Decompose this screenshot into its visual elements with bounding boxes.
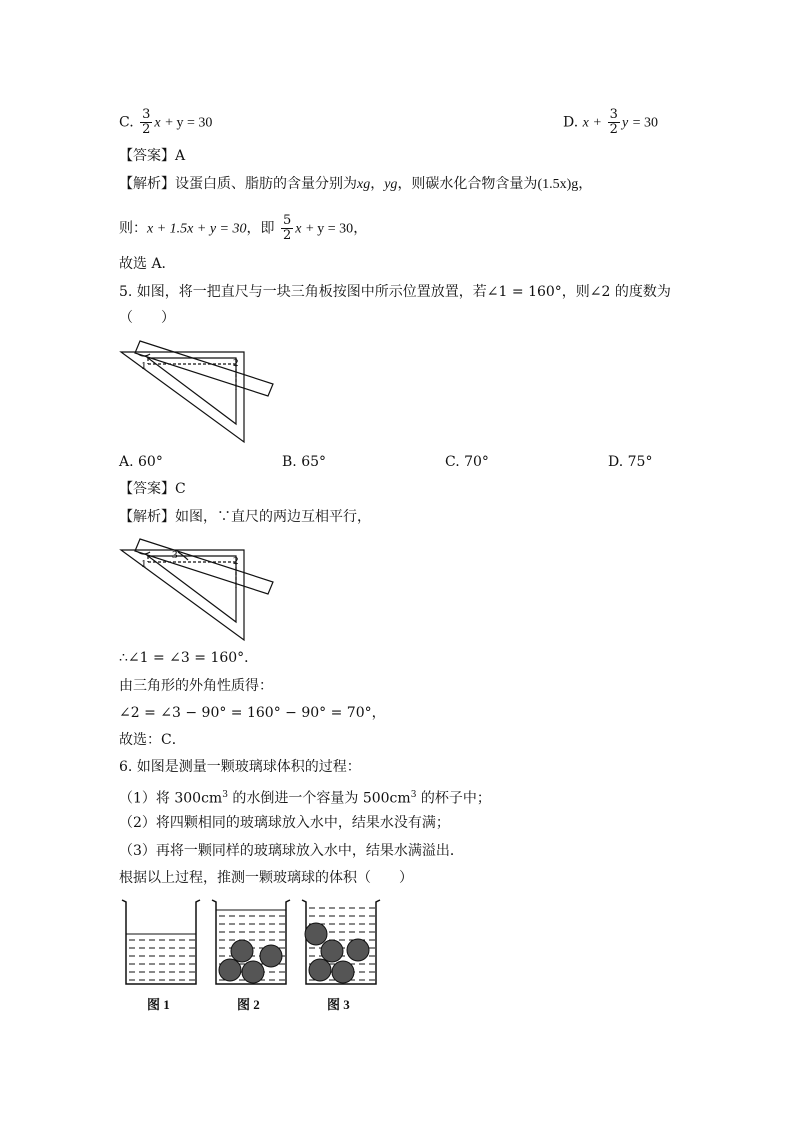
ruler-triangle-figure bbox=[118, 338, 278, 448]
angle-label-1: 1 bbox=[141, 360, 147, 372]
q6-step1: （1）将 $300cm^3$ 的水倒进一个容量为 $500cm^3$ 的杯子中； bbox=[119, 790, 491, 807]
option-c-label: C. bbox=[119, 114, 134, 131]
beakers-figure bbox=[118, 896, 388, 996]
glass-ball bbox=[321, 940, 343, 962]
q5-option-b: B. 65° bbox=[282, 454, 327, 470]
option-c: C. $\frac{3}{2}$ x + y = 30 bbox=[119, 107, 213, 137]
q5-stem: 5. 如图，将一把直尺与一块三角板按图中所示位置放置，若∠1 = 160°，则∠2 的度数为 bbox=[119, 284, 671, 300]
glass-ball bbox=[305, 923, 327, 945]
q5-analysis: 【解析】如图，∵直尺的两边互相平行， bbox=[119, 509, 371, 525]
q4-analysis: 【解析】设蛋白质、脂肪的含量分别为xg，yg，则碳水化合物含量为(1.5x)g， bbox=[119, 176, 593, 192]
q4-choose: 故选 A． bbox=[119, 256, 176, 272]
q5-answer: 【答案】C bbox=[119, 481, 186, 497]
angle-label-2: 2 bbox=[233, 555, 239, 567]
q5-option-d: D. 75° bbox=[608, 454, 653, 470]
q6-step2: （2）将四颗相同的玻璃球放入水中，结果水没有满； bbox=[119, 815, 450, 831]
glass-ball bbox=[242, 961, 264, 983]
q4-answer: 【答案】A bbox=[119, 148, 186, 164]
glass-ball bbox=[231, 940, 253, 962]
q5-step3: ∠2 = ∠3 − 90° = 160° − 90° = 70°， bbox=[119, 705, 386, 721]
caption-fig1: 图 1 bbox=[147, 997, 170, 1012]
q6-stem: 6. 如图是测量一颗玻璃球体积的过程： bbox=[119, 759, 361, 775]
beaker-2 bbox=[212, 900, 290, 984]
ruler-triangle-figure-annotated bbox=[118, 536, 278, 646]
glass-ball bbox=[347, 939, 369, 961]
q6-step3: （3）再将一颗同样的玻璃球放入水中，结果水满溢出． bbox=[119, 843, 464, 859]
beaker-1 bbox=[122, 900, 200, 984]
q5-option-a: A. 60° bbox=[119, 454, 163, 470]
q5-paren: （ ） bbox=[119, 310, 175, 326]
glass-ball bbox=[332, 961, 354, 983]
q5-step2: 由三角形的外角性质得： bbox=[119, 678, 273, 694]
option-d-label: D. bbox=[563, 114, 579, 131]
beaker-3 bbox=[302, 900, 380, 984]
q4-then: 则：x + 1.5x + y = 30，即 $\frac{5}{2}$ x + y = 30， bbox=[119, 213, 368, 243]
angle-label-1: 1 bbox=[141, 558, 147, 570]
q6-ask: 根据以上过程，推测一颗玻璃球的体积（ ） bbox=[119, 870, 413, 886]
fraction: $\frac{3}{2}$ bbox=[609, 107, 618, 137]
q5-option-c: C. 70° bbox=[445, 454, 489, 470]
q5-choose: 故选：C． bbox=[119, 732, 186, 748]
caption-fig2: 图 2 bbox=[237, 997, 260, 1012]
glass-ball bbox=[309, 959, 331, 981]
triangle-outer bbox=[121, 352, 244, 442]
caption-fig3: 图 3 bbox=[327, 997, 350, 1012]
angle-label-3: 3 bbox=[172, 549, 178, 561]
q5-step1: ∴∠1 = ∠3 = 160°． bbox=[119, 650, 259, 666]
fraction: $\frac{3}{2}$ bbox=[142, 107, 151, 137]
angle-label-2: 2 bbox=[233, 357, 239, 369]
ruler bbox=[135, 341, 273, 396]
glass-ball bbox=[219, 959, 241, 981]
option-d: D. x + $\frac{3}{2}$ y = 30 bbox=[563, 107, 659, 137]
fraction: $\frac{5}{2}$ bbox=[282, 213, 292, 243]
glass-ball bbox=[260, 945, 282, 967]
